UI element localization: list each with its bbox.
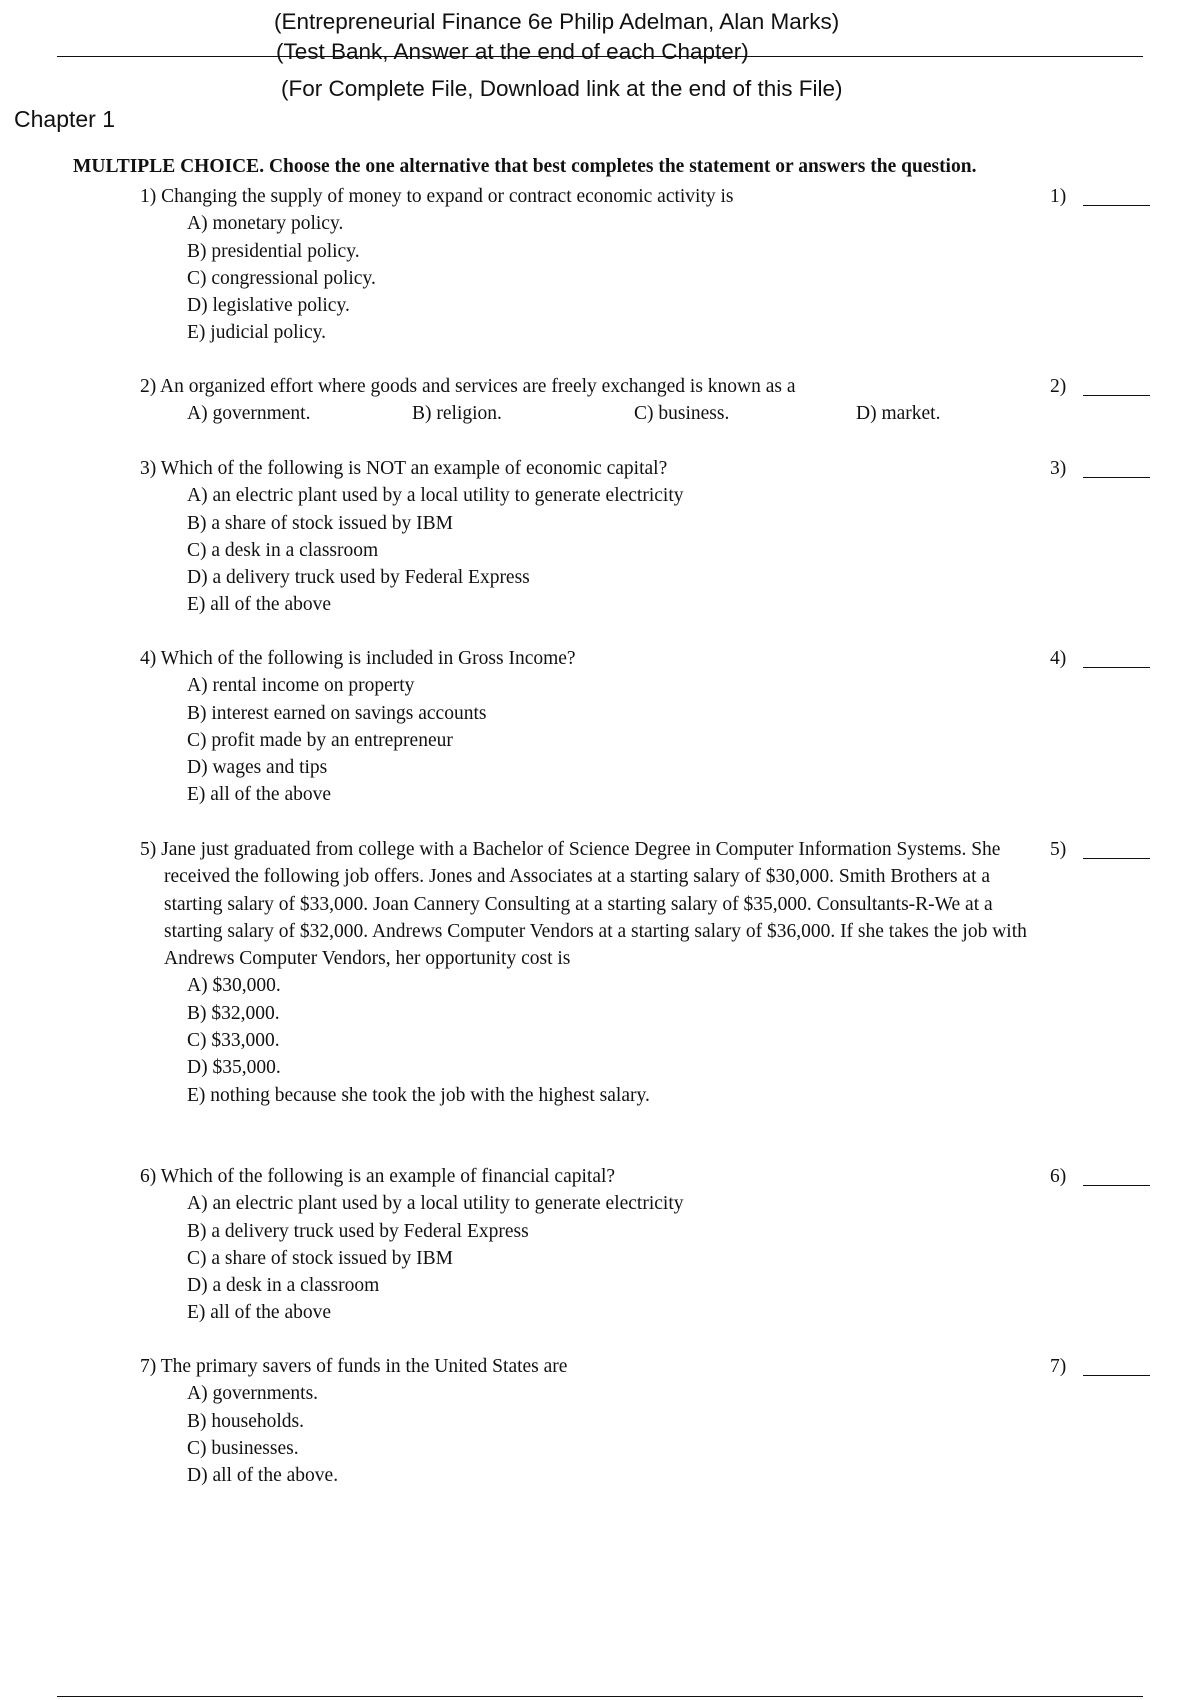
question-text: 7) The primary savers of funds in the United States are: [140, 1356, 568, 1377]
section-instructions: MULTIPLE CHOICE. Choose the one alternative that best completes the statement or answers the question.: [73, 156, 977, 177]
answer-number: 7): [1050, 1356, 1067, 1377]
option-d: D) wages and tips: [187, 757, 328, 779]
header-divider: [57, 56, 1143, 57]
answer-blank[interactable]: [1083, 667, 1150, 668]
answer-number: 2): [1050, 376, 1067, 397]
option-e: E) judicial policy.: [187, 322, 326, 344]
option-b: B) households.: [187, 1410, 304, 1432]
option-c: C) business.: [634, 403, 730, 425]
option-d: D) a desk in a classroom: [187, 1275, 380, 1297]
subtitle-text: (Test Bank, Answer at the end of each Chapter): [276, 39, 749, 64]
option-c: C) a share of stock issued by IBM: [187, 1247, 453, 1269]
title-text: (Entrepreneurial Finance 6e Philip Adelman, Alan Marks): [274, 9, 840, 34]
option-a: A) rental income on property: [187, 675, 415, 697]
answer-blank[interactable]: [1083, 858, 1150, 859]
option-row: [140, 400, 1150, 427]
option-c: C) businesses.: [187, 1437, 299, 1459]
download-notice-text: (For Complete File, Download link at the end of this File): [281, 76, 843, 101]
option-b: B) interest earned on savings accounts: [187, 702, 487, 724]
question-7: [140, 1353, 1150, 1489]
footer-divider: [57, 1696, 1143, 1697]
answer-number: 6): [1050, 1166, 1067, 1187]
question-text: 2) An organized effort where goods and services are freely exchanged is known as a: [140, 376, 796, 397]
option-c: C) congressional policy.: [187, 267, 376, 289]
option-d: D) a delivery truck used by Federal Express: [187, 567, 530, 589]
answer-number: 3): [1050, 458, 1067, 479]
chapter-heading: Chapter 1: [14, 106, 116, 132]
option-e: E) all of the above: [187, 1302, 332, 1324]
question-4: [140, 645, 1150, 809]
option-c: C) a desk in a classroom: [187, 539, 379, 561]
answer-number: 1): [1050, 186, 1067, 207]
option-e: E) all of the above: [187, 594, 332, 616]
option-b: B) a share of stock issued by IBM: [187, 512, 453, 534]
option-a: A) government.: [187, 403, 311, 425]
question-2: [140, 373, 1150, 428]
answer-blank[interactable]: [1083, 1375, 1150, 1376]
option-b: B) a delivery truck used by Federal Express: [187, 1220, 529, 1242]
question-6: [140, 1163, 1150, 1327]
question-5: [140, 836, 1150, 1109]
option-e: E) nothing because she took the job with the highest salary.: [187, 1084, 650, 1106]
option-a: A) an electric plant used by a local utility to generate electricity: [187, 1193, 684, 1215]
question-text: 3) Which of the following is NOT an example of economic capital?: [140, 458, 668, 479]
option-a: A) $30,000.: [187, 975, 281, 997]
option-d: D) legislative policy.: [187, 295, 350, 317]
answer-blank[interactable]: [1083, 1185, 1150, 1186]
option-d: D) all of the above.: [187, 1465, 339, 1487]
answer-blank[interactable]: [1083, 395, 1150, 396]
question-text: 4) Which of the following is included in Gross Income?: [140, 648, 576, 669]
question-3: [140, 455, 1150, 619]
answer-blank[interactable]: [1083, 205, 1150, 206]
option-a: A) an electric plant used by a local utility to generate electricity: [187, 485, 684, 507]
option-b: B) presidential policy.: [187, 240, 360, 262]
option-d: D) market.: [856, 403, 941, 425]
option-b: B) religion.: [412, 403, 502, 425]
option-a: A) governments.: [187, 1383, 319, 1405]
option-c: C) profit made by an entrepreneur: [187, 729, 453, 751]
question-text: 5) Jane just graduated from college with a Bachelor of Science Degree in Computer Information Systems. She received the following job offers. Jones and Associates at a starting salary of $30,000. Smith Brothers at a starting salary of $33,000. Joan Cannery Consulting at a starting salary of $35,000. Consultants-R-We at a starting salary of $32,000. Andrews Computer Vendors at a starting salary of $36,000. If she takes the job with Andrews Computer Vendors, her opportunity cost is: [140, 839, 1027, 970]
question-text: 1) Changing the supply of money to expand or contract economic activity is: [140, 186, 734, 207]
answer-number: 5): [1050, 839, 1067, 860]
option-c: C) $33,000.: [187, 1030, 280, 1052]
option-d: D) $35,000.: [187, 1057, 281, 1079]
question-1: [140, 183, 1150, 347]
answer-blank[interactable]: [1083, 477, 1150, 478]
question-text: 6) Which of the following is an example of financial capital?: [140, 1166, 616, 1187]
option-b: B) $32,000.: [187, 1002, 280, 1024]
answer-number: 4): [1050, 648, 1067, 669]
option-a: A) monetary policy.: [187, 213, 344, 235]
option-e: E) all of the above: [187, 784, 332, 806]
